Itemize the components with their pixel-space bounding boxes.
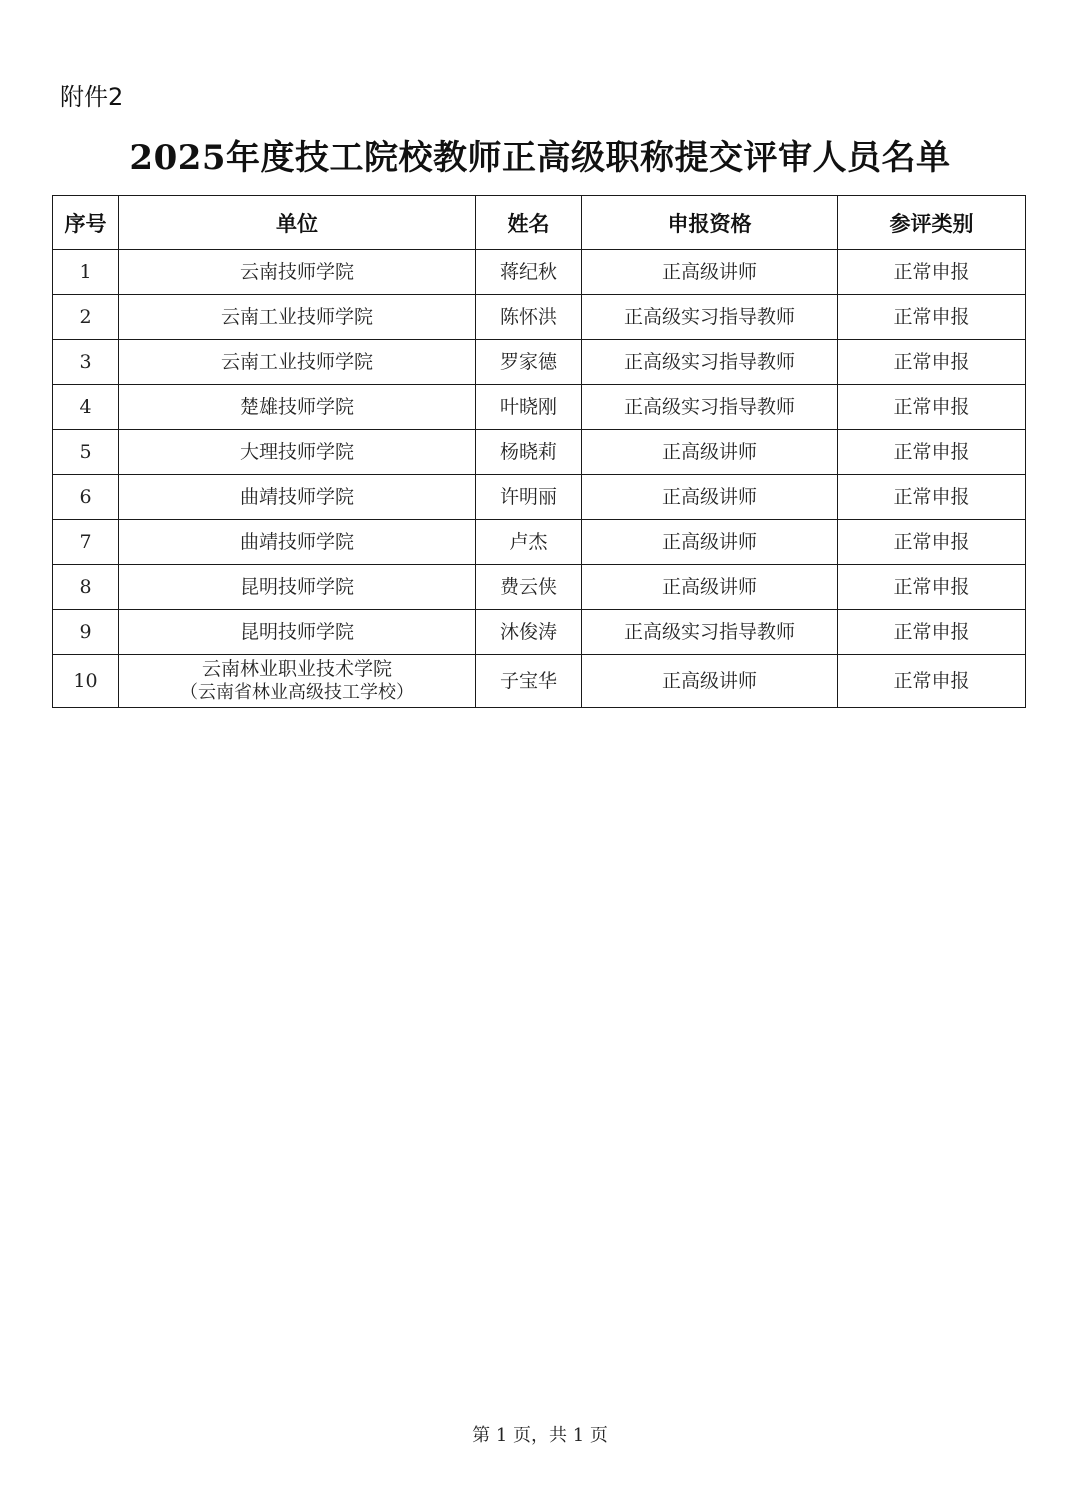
table-header [53,196,1026,250]
cell-name: 杨晓莉 [476,430,582,475]
cell-unit [119,655,476,708]
cell-unit: 昆明技师学院 [119,610,476,655]
cell-name: 子宝华 [476,655,582,708]
cell-unit: 曲靖技师学院 [119,520,476,565]
cell-serial-number: 3 [53,340,119,385]
table-row [53,295,1026,340]
page-footer: 第 1 页，共 1 页 [472,1425,608,1446]
cell-category: 正常申报 [838,385,1026,430]
cell-unit-subline: （云南省林业高级技工学校） [180,682,414,703]
header-qualification: 申报资格 [582,196,838,250]
table-row [53,655,1026,708]
cell-category: 正常申报 [838,430,1026,475]
cell-serial-number: 1 [53,250,119,295]
cell-name: 罗家德 [476,340,582,385]
cell-category: 正常申报 [838,250,1026,295]
cell-category: 正常申报 [838,565,1026,610]
table-row [53,250,1026,295]
cell-serial-number: 6 [53,475,119,520]
cell-unit: 云南工业技师学院 [119,295,476,340]
cell-qualification: 正高级实习指导教师 [582,385,838,430]
cell-category: 正常申报 [838,520,1026,565]
header-unit: 单位 [119,196,476,250]
cell-unit: 昆明技师学院 [119,565,476,610]
table-row [53,430,1026,475]
table-row [53,475,1026,520]
table-row [53,385,1026,430]
cell-serial-number: 9 [53,610,119,655]
table-row [53,565,1026,610]
table-body [53,250,1026,708]
annex-label: 附件2 [60,83,124,111]
roster-table [52,195,1026,708]
cell-unit: 云南技师学院 [119,250,476,295]
cell-serial-number: 7 [53,520,119,565]
cell-category: 正常申报 [838,295,1026,340]
table-row [53,340,1026,385]
cell-category: 正常申报 [838,340,1026,385]
cell-category: 正常申报 [838,610,1026,655]
cell-name: 费云侠 [476,565,582,610]
cell-unit: 大理技师学院 [119,430,476,475]
cell-serial-number: 2 [53,295,119,340]
cell-qualification: 正高级讲师 [582,520,838,565]
cell-serial-number: 5 [53,430,119,475]
table-row [53,610,1026,655]
cell-name: 叶晓刚 [476,385,582,430]
cell-qualification: 正高级讲师 [582,475,838,520]
cell-unit: 曲靖技师学院 [119,475,476,520]
cell-qualification: 正高级实习指导教师 [582,295,838,340]
cell-category: 正常申报 [838,655,1026,708]
cell-unit-line: 云南林业职业技术学院 [201,658,392,680]
cell-serial-number: 10 [53,655,119,708]
header-category: 参评类别 [838,196,1026,250]
cell-qualification: 正高级讲师 [582,430,838,475]
cell-qualification: 正高级讲师 [582,250,838,295]
cell-unit: 云南工业技师学院 [119,340,476,385]
header-serial-number: 序号 [53,196,119,250]
table-header-row [53,196,1026,250]
cell-serial-number: 8 [53,565,119,610]
cell-unit: 楚雄技师学院 [119,385,476,430]
cell-name: 蒋纪秋 [476,250,582,295]
cell-serial-number: 4 [53,385,119,430]
document-title: 2025年度技工院校教师正高级职称提交评审人员名单 [129,138,951,178]
cell-qualification: 正高级实习指导教师 [582,340,838,385]
header-name: 姓名 [476,196,582,250]
table-row [53,520,1026,565]
cell-name: 陈怀洪 [476,295,582,340]
cell-category: 正常申报 [838,475,1026,520]
cell-qualification: 正高级实习指导教师 [582,610,838,655]
cell-name: 许明丽 [476,475,582,520]
cell-qualification: 正高级讲师 [582,655,838,708]
cell-name: 卢杰 [476,520,582,565]
cell-name: 沐俊涛 [476,610,582,655]
cell-qualification: 正高级讲师 [582,565,838,610]
